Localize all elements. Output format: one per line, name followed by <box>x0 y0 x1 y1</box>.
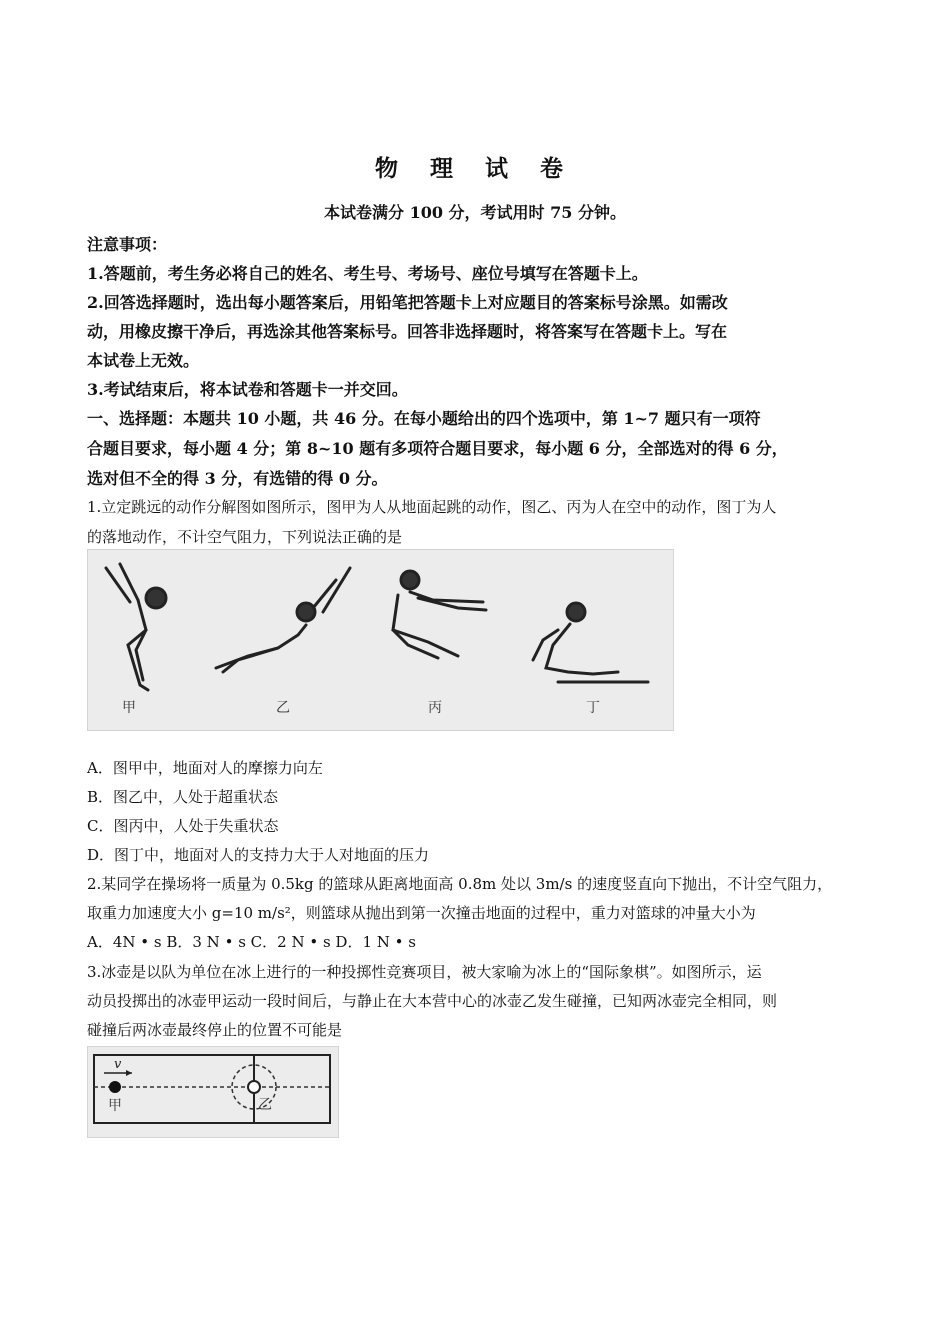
answer-option: B．图乙中，人处于超重状态 <box>87 788 279 806</box>
notice-line: 1.答题前，考生务必将自己的姓名、考生号、考场号、座位号填写在答题卡上。 <box>87 264 648 283</box>
stone-b-label: 乙 <box>258 1097 272 1113</box>
velocity-label: v <box>114 1057 122 1072</box>
figure-label-a: 甲 <box>122 700 136 716</box>
jumper-figure-a <box>106 564 166 690</box>
question-stem: 1.立定跳远的动作分解图如图所示，图甲为人从地面起跳的动作，图乙、丙为人在空中的动作，图丁为人 <box>87 498 777 516</box>
figure-label-c: 丙 <box>428 700 442 716</box>
question-stem: 2.某同学在操场将一质量为 0.5kg 的篮球从距离地面高 0.8m 处以 3m/s 的速度竖直向下抛出，不计空气阻力， <box>87 875 833 893</box>
stone-a-label: 甲 <box>108 1098 122 1114</box>
exam-subtitle: 本试卷满分 100 分，考试用时 75 分钟。 <box>324 203 626 222</box>
answer-option: D．图丁中，地面对人的支持力大于人对地面的压力 <box>87 846 430 864</box>
notice-line: 本试卷上无效。 <box>87 351 200 370</box>
question-stem: 3.冰壶是以队为单位在冰上进行的一种投掷性竞赛项目，被大家喻为冰上的“国际象棋”。如图所示，运 <box>87 963 762 981</box>
velocity-arrowhead <box>126 1070 132 1076</box>
page-title: 物 理 试 卷 <box>374 155 576 182</box>
jumper-figure-b <box>216 568 350 672</box>
notice-line: 动，用橡皮擦干净后，再选涂其他答案标号。回答非选择题时，将答案写在答题卡上。写在 <box>87 322 728 341</box>
answer-options-row: A．4N • s B．3 N • s C．2 N • s D．1 N • s <box>87 933 416 951</box>
question-stem: 碰撞后两冰壶最终停止的位置不可能是 <box>87 1021 343 1039</box>
question-stem: 取重力加速度大小 g=10 m/s²，则篮球从抛出到第一次撞击地面的过程中，重力对篮球的冲量大小为 <box>87 904 756 922</box>
jumper-figure-c <box>393 571 486 658</box>
jumper-figure-d <box>533 603 648 682</box>
section-instruction: 选对但不全的得 3 分，有选错的得 0 分。 <box>87 469 388 488</box>
section-instruction: 一、选择题：本题共 10 小题，共 46 分。在每小题给出的四个选项中，第 1~7 题只有一项符 <box>87 409 761 428</box>
notice-heading: 注意事项： <box>87 235 168 254</box>
notice-line: 2.回答选择题时，选出每小题答案后，用铅笔把答题卡上对应题目的答案标号涂黑。如需改 <box>87 293 728 312</box>
notice-line: 3.考试结束后，将本试卷和答题卡一并交回。 <box>87 380 408 399</box>
figure-label-b: 乙 <box>276 700 290 716</box>
stone-a <box>109 1081 121 1093</box>
answer-option: A．图甲中，地面对人的摩擦力向左 <box>87 759 323 777</box>
curling-figure <box>87 1046 339 1138</box>
question-stem: 动员投掷出的冰壶甲运动一段时间后，与静止在大本营中心的冰壶乙发生碰撞，已知两冰壶完全相同，则 <box>87 992 778 1010</box>
answer-option: C．图丙中，人处于失重状态 <box>87 817 279 835</box>
long-jump-figure <box>87 549 674 731</box>
curling-rink <box>94 1055 330 1123</box>
section-instruction: 合题目要求，每小题 4 分；第 8~10 题有多项符合题目要求，每小题 6 分，全部选对的得 6 分， <box>87 439 788 458</box>
figure-label-d: 丁 <box>586 700 600 716</box>
stone-b <box>248 1081 260 1093</box>
question-stem: 的落地动作，不计空气阻力，下列说法正确的是 <box>87 528 403 546</box>
